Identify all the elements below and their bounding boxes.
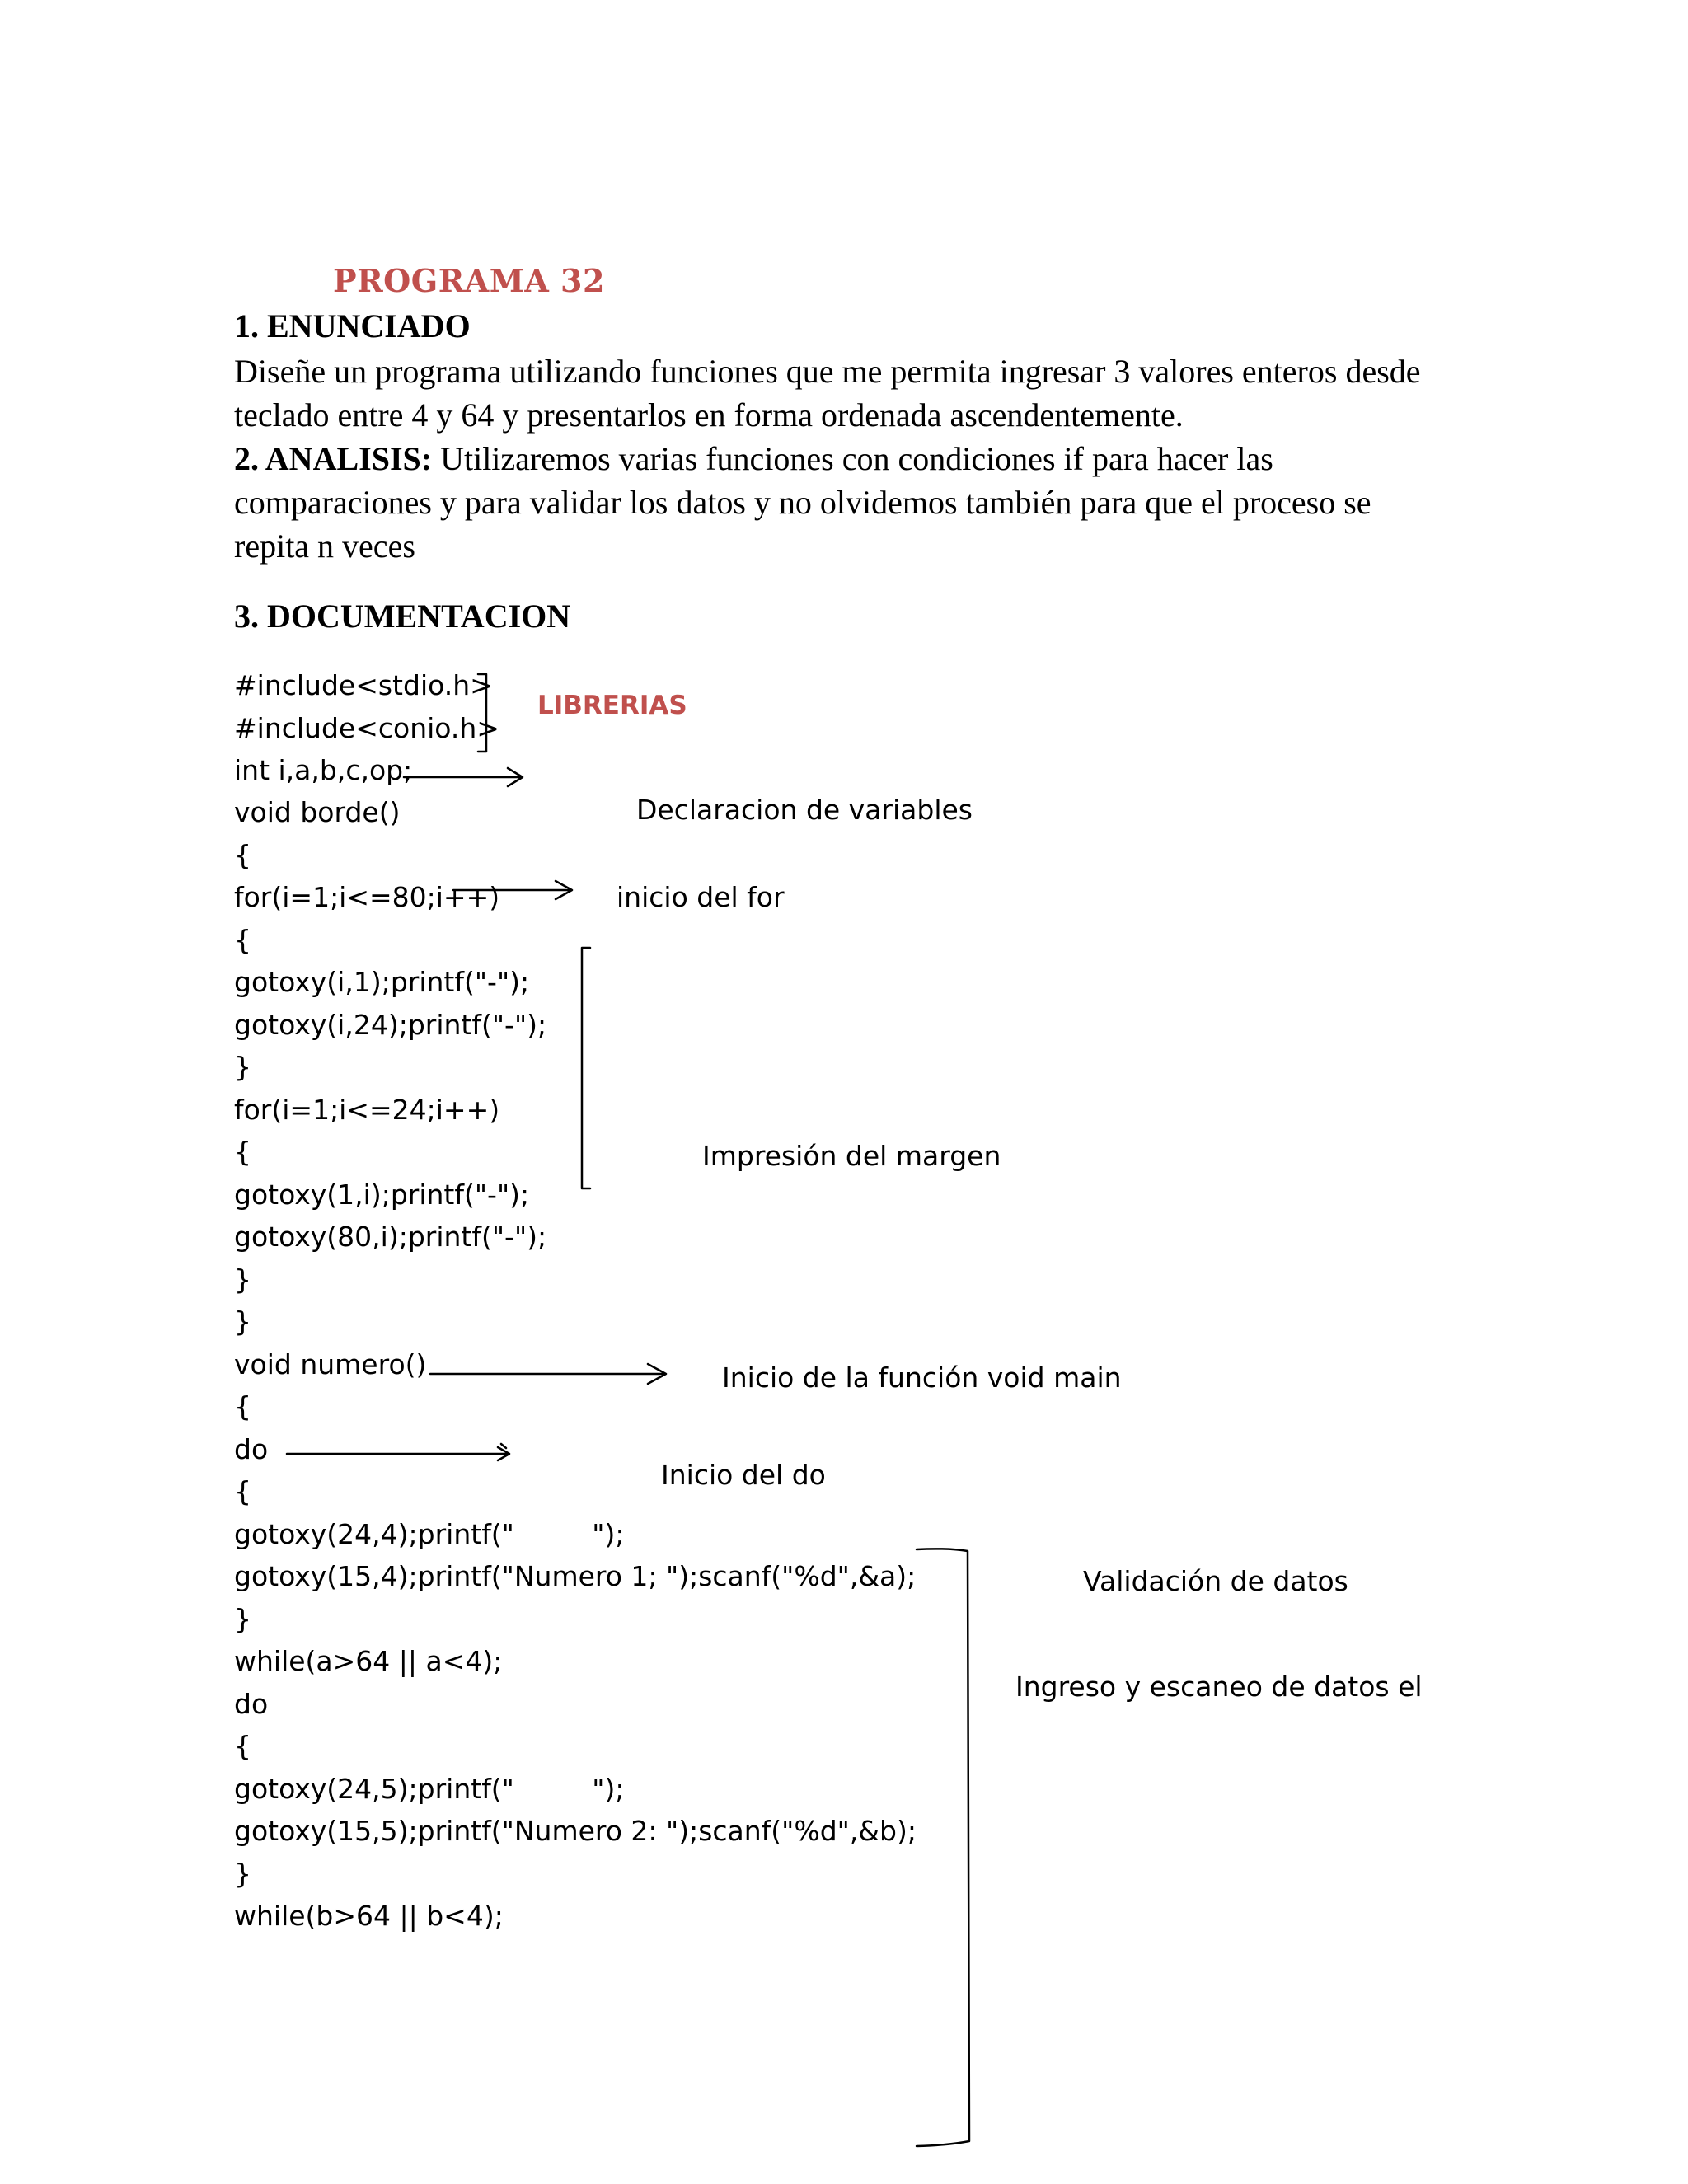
annotation-declaracion: Declaracion de variables — [636, 794, 973, 826]
code-line: while(b>64 || b<4); — [234, 1900, 504, 1932]
code-line: do — [234, 1688, 269, 1720]
annotation-ingreso: Ingreso y escaneo de datos el — [1015, 1671, 1423, 1703]
code-line: gotoxy(24,5);printf(" "); — [234, 1773, 625, 1805]
section-analisis-heading: 2. ANALISIS: — [234, 440, 433, 477]
code-line: void borde() — [234, 796, 401, 828]
code-line: for(i=1;i<=24;i++) — [234, 1094, 500, 1126]
do-arrow — [287, 1444, 509, 1460]
code-line: { — [234, 924, 251, 956]
code-line: do — [234, 1433, 269, 1465]
code-line: gotoxy(i,24);printf("-"); — [234, 1009, 547, 1041]
code-line: for(i=1;i<=80;i++) — [234, 881, 500, 913]
code-line: } — [234, 1858, 251, 1890]
for-arrow — [453, 881, 572, 899]
librerias-bracket — [478, 674, 486, 752]
code-line: { — [234, 839, 251, 871]
section-documentacion-heading: 3. DOCUMENTACION — [234, 598, 571, 635]
code-line: { — [234, 1730, 251, 1762]
annotation-inicio-for: inicio del for — [617, 881, 785, 913]
code-line: #include<stdio.h> — [234, 669, 493, 701]
code-line: } — [234, 1263, 251, 1296]
annotation-inicio-do: Inicio del do — [661, 1459, 826, 1491]
code-line: #include<conio.h> — [234, 712, 499, 744]
code-line: gotoxy(24,4);printf(" "); — [234, 1518, 625, 1550]
section-enunciado-heading: 1. ENUNCIADO — [234, 307, 471, 344]
annotation-inicio-void-main: Inicio de la función void main — [722, 1361, 1122, 1394]
code-line: gotoxy(15,5);printf("Numero 2: ");scanf("%d",&b); — [234, 1815, 917, 1847]
code-line: while(a>64 || a<4); — [234, 1645, 503, 1677]
section-analisis-text: Utilizaremos varias funciones con condiciones if para hacer las comparaciones y para validar los datos y no olvidemos también para que el proceso se repita n veces — [234, 440, 1372, 565]
code-line: { — [234, 1136, 251, 1168]
annotation-librerias: LIBRERIAS — [537, 691, 687, 720]
code-line: int i,a,b,c,op; — [234, 754, 413, 786]
code-line: gotoxy(i,1);printf("-"); — [234, 966, 530, 998]
page-title: PROGRAMA 32 — [333, 262, 605, 299]
void-main-arrow — [430, 1364, 666, 1384]
code-line: } — [234, 1305, 251, 1338]
code-line: gotoxy(80,i);printf("-"); — [234, 1221, 547, 1253]
code-line: gotoxy(15,4);printf("Numero 1; ");scanf("%d",&a); — [234, 1560, 917, 1592]
code-line: } — [234, 1051, 251, 1083]
validation-bracket — [917, 1549, 969, 2146]
code-line: gotoxy(1,i);printf("-"); — [234, 1179, 530, 1211]
code-line: } — [234, 1603, 251, 1635]
margin-bracket — [582, 948, 590, 1188]
declaracion-arrow — [404, 768, 523, 786]
section-enunciado-text: Diseñe un programa utilizando funciones que me permita ingresar 3 valores enteros desde teclado entre 4 y 64 y presentarlos en forma ordenada ascendentemente. — [234, 353, 1421, 434]
code-line: { — [234, 1475, 251, 1507]
code-line: void numero() — [234, 1348, 427, 1380]
code-line: { — [234, 1390, 251, 1422]
annotation-impresion-margen: Impresión del margen — [702, 1140, 1001, 1172]
annotation-validacion: Validación de datos — [1083, 1565, 1348, 1597]
